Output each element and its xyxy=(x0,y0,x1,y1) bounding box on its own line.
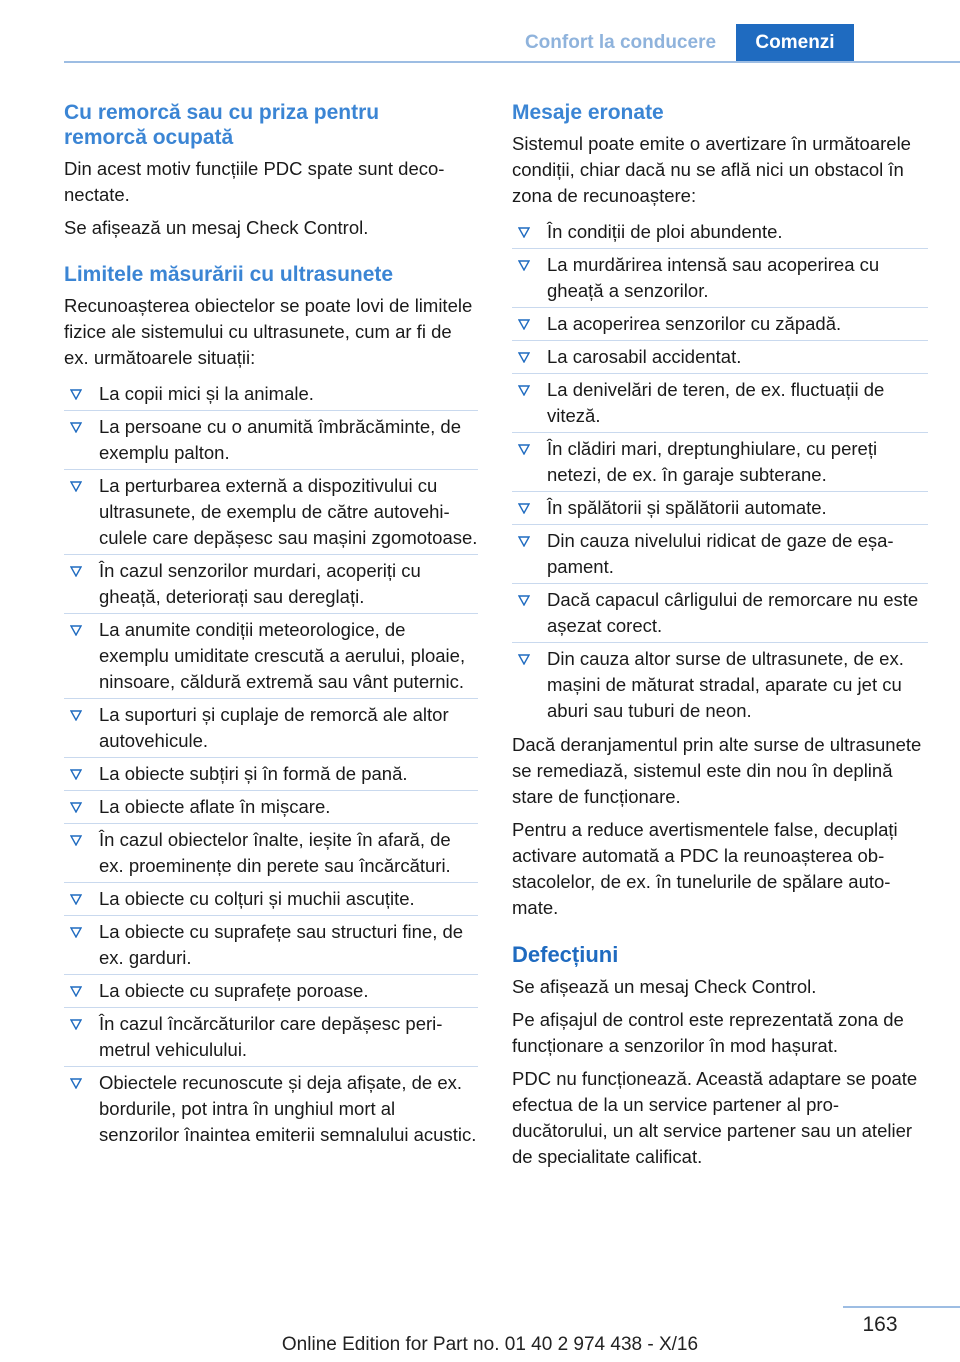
list-item: În condiții de ploi abundente. xyxy=(512,216,928,248)
paragraph: Pentru a reduce avertismentele false, decuplați activare automată a PDC la reunoașterea obstacolelor, de ex. în tunelurile de spălare automate. xyxy=(512,819,898,918)
triangle-bullet-icon xyxy=(514,311,534,337)
list-item: Din cauza nivelului ridicat de gaze de eșapament. xyxy=(512,524,928,583)
bullet-list-false-warnings xyxy=(512,216,928,727)
triangle-bullet-icon xyxy=(514,587,534,613)
list-item: La copii mici și la animale. xyxy=(64,378,478,410)
footer-rule xyxy=(843,1306,960,1308)
section-title-trailer-line1: Cu remorcă sau cu priza pentru xyxy=(64,101,380,124)
triangle-bullet-icon xyxy=(514,646,534,672)
paragraph: Sistemul poate emite o avertizare în următoarele condiții, chiar dacă nu se află nici un obstacol în zona de recunoaștere: xyxy=(512,133,911,206)
triangle-bullet-icon xyxy=(66,702,86,728)
list-item: La persoane cu o anumită îmbrăcăminte, de exemplu palton. xyxy=(64,410,478,469)
list-item: La perturbarea externă a dispozitivului cu ultrasunete, de exemplu de către autovehiculele care depășesc sau mașini zgomotoase. xyxy=(64,469,478,554)
list-item: La murdărirea intensă sau acoperirea cu gheață a senzorilor. xyxy=(512,248,928,307)
list-item: Dacă capacul cârligului de remorcare nu este așezat corect. xyxy=(512,583,928,642)
list-item: Din cauza altor surse de ultrasunete, de ex. mașini de măturat stradal, aparate cu jet cu aburi sau tuburi de neon. xyxy=(512,642,928,727)
triangle-bullet-icon xyxy=(514,252,534,278)
paragraph: PDC nu funcționează. Această adaptare se poate efectua de la un service partener al producătorului, un alt service partener sau un atelier de specialitate calificat. xyxy=(512,1068,918,1167)
list-item: La anumite condiții meteorologice, de exemplu umiditate crescută a aerului, ploaie, ninsoare, căldură extremă sau vânt puternic. xyxy=(64,613,478,698)
triangle-bullet-icon xyxy=(66,827,86,853)
triangle-bullet-icon xyxy=(514,344,534,370)
triangle-bullet-icon xyxy=(66,919,86,945)
section-title-trailer xyxy=(64,100,478,150)
list-item: La denivelări de teren, de ex. fluctuații de viteză. xyxy=(512,373,928,432)
section-title-false-warnings: Mesaje eronate xyxy=(512,101,664,124)
left-column xyxy=(64,100,478,1156)
list-item: La obiecte cu suprafețe sau structuri fine, de ex. garduri. xyxy=(64,915,478,974)
paragraph: Pe afișajul de control este reprezentată zona de funcționare a senzorilor în mod hașurat. xyxy=(512,1009,904,1056)
header-rule xyxy=(64,61,960,63)
triangle-bullet-icon xyxy=(66,473,86,499)
list-item: La obiecte cu suprafețe poroase. xyxy=(64,974,478,1007)
paragraph: Se afișează un mesaj Check Control. xyxy=(512,976,817,997)
list-item: La obiecte aflate în mișcare. xyxy=(64,790,478,823)
triangle-bullet-icon xyxy=(66,794,86,820)
list-item: În cazul încărcăturilor care depășesc perimetrul vehiculului. xyxy=(64,1007,478,1066)
right-column xyxy=(512,100,928,1177)
triangle-bullet-icon xyxy=(66,558,86,584)
paragraph: Se afișează un mesaj Check Control. xyxy=(64,217,369,238)
triangle-bullet-icon xyxy=(514,377,534,403)
list-item: În cazul obiectelor înalte, ieșite în afară, de ex. proeminențe din perete sau încărcături. xyxy=(64,823,478,882)
triangle-bullet-icon xyxy=(66,978,86,1004)
triangle-bullet-icon xyxy=(66,414,86,440)
triangle-bullet-icon xyxy=(66,761,86,787)
triangle-bullet-icon xyxy=(514,436,534,462)
list-item: La carosabil accidentat. xyxy=(512,340,928,373)
section-title-malfunctions: Defecțiuni xyxy=(512,942,619,967)
triangle-bullet-icon xyxy=(66,886,86,912)
paragraph: Din acest motiv funcțiile PDC spate sunt deconectate. xyxy=(64,158,445,205)
list-item: La acoperirea senzorilor cu zăpadă. xyxy=(512,307,928,340)
list-item: La suporturi și cuplaje de remorcă ale altor autovehicule. xyxy=(64,698,478,757)
triangle-bullet-icon xyxy=(514,528,534,554)
triangle-bullet-icon xyxy=(514,219,534,245)
triangle-bullet-icon xyxy=(514,495,534,521)
paragraph: Dacă deranjamentul prin alte surse de ultrasunete se remediază, sistemul este din nou în deplină stare de funcționare. xyxy=(512,734,922,807)
list-item: La obiecte cu colțuri și muchii ascuțite. xyxy=(64,882,478,915)
triangle-bullet-icon xyxy=(66,1011,86,1037)
triangle-bullet-icon xyxy=(66,617,86,643)
list-item: În clădiri mari, dreptunghiulare, cu pereți netezi, de ex. în garaje subterane. xyxy=(512,432,928,491)
triangle-bullet-icon xyxy=(66,1070,86,1096)
page-number: 163 xyxy=(862,1313,898,1336)
edition-footer: Online Edition for Part no. 01 40 2 974 438 - X/16 xyxy=(281,1334,699,1355)
list-item: În cazul senzorilor murdari, acoperiți cu gheață, deteriorați sau dereglați. xyxy=(64,554,478,613)
triangle-bullet-icon xyxy=(66,381,86,407)
paragraph: Recunoașterea obiectelor se poate lovi de limitele fizice ale sistemului cu ultrasunete, cum ar fi de ex. următoarele situații: xyxy=(64,295,473,368)
list-item: La obiecte subțiri și în formă de pană. xyxy=(64,757,478,790)
list-item: În spălătorii și spălătorii automate. xyxy=(512,491,928,524)
section-title-trailer-line2: remorcă ocupată xyxy=(64,126,234,149)
list-item: Obiectele recunoscute și deja afișate, de ex. bordurile, pot intra în unghiul mort al senzorilor înaintea emiterii semnalului acustic. xyxy=(64,1066,478,1151)
header-section-tab: Confort la conducere xyxy=(524,32,717,53)
header-active-tab: Comenzi xyxy=(736,24,854,62)
bullet-list-limits xyxy=(64,378,478,1151)
section-title-ultrasound-limits: Limitele măsurării cu ultrasunete xyxy=(64,263,394,286)
